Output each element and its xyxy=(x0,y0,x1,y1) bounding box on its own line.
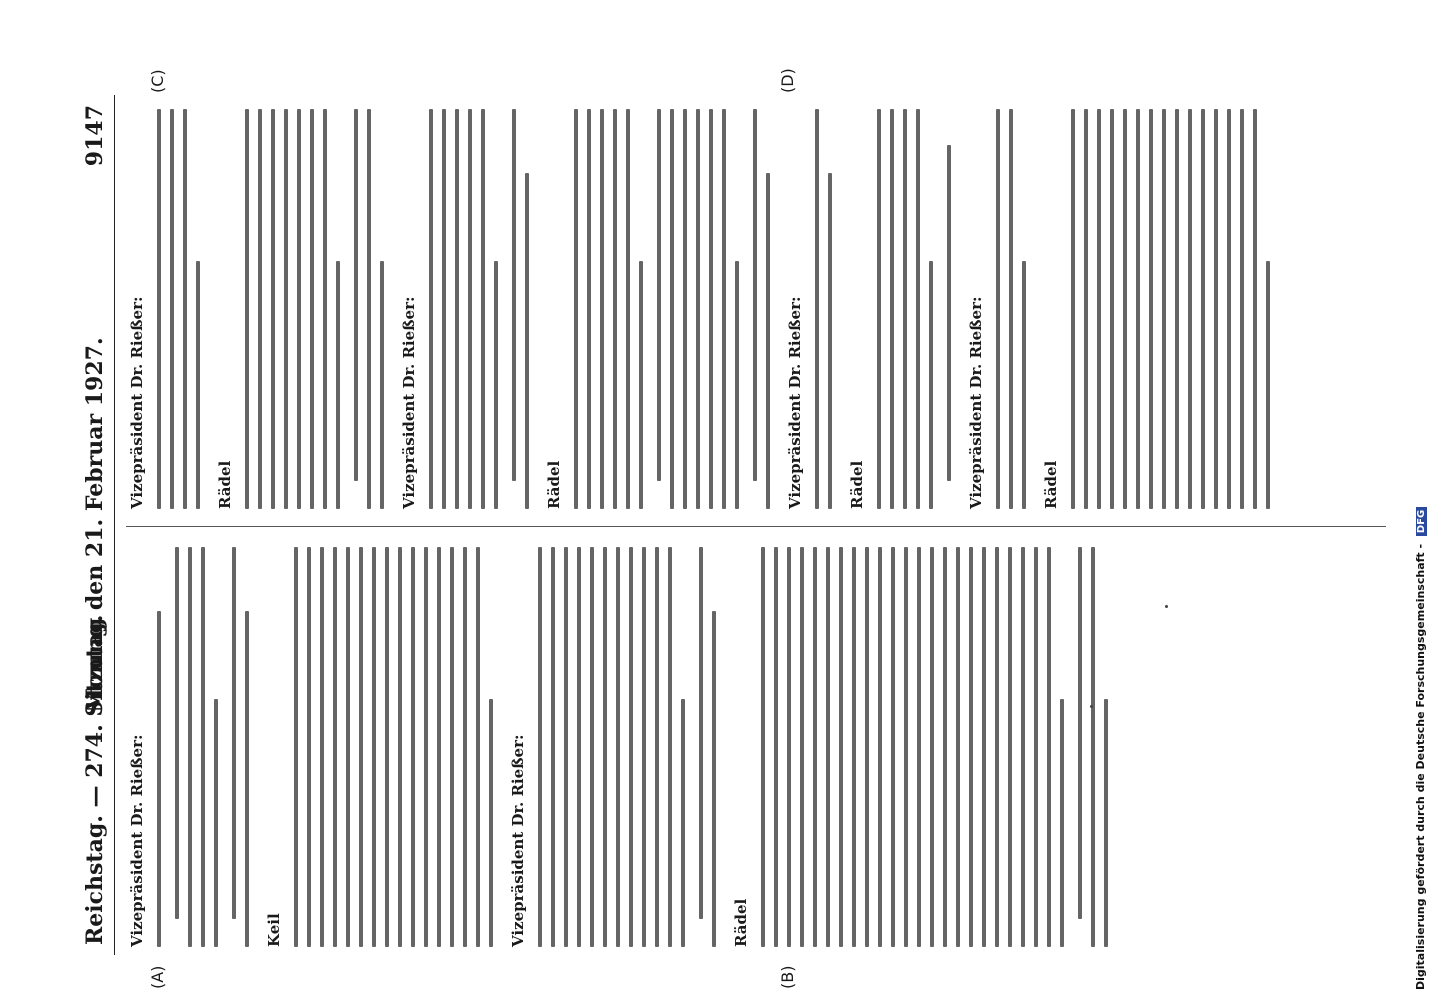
text-line xyxy=(450,547,454,947)
text-line xyxy=(828,173,832,509)
paragraph xyxy=(214,109,340,509)
text-line xyxy=(577,547,581,947)
text-line xyxy=(787,547,791,947)
paragraph xyxy=(657,109,739,509)
text-line xyxy=(442,109,446,509)
text-line xyxy=(201,547,205,947)
text-line xyxy=(826,547,830,947)
text-line xyxy=(157,611,161,947)
text-line xyxy=(616,547,620,947)
text-line xyxy=(372,547,376,947)
text-line xyxy=(852,547,856,947)
text-line xyxy=(1227,109,1231,509)
text-line xyxy=(1008,547,1012,947)
text-line xyxy=(385,547,389,947)
text-line xyxy=(1123,109,1127,509)
text-line xyxy=(1104,699,1108,947)
text-line xyxy=(196,261,200,509)
text-line xyxy=(1078,547,1082,919)
text-line xyxy=(681,699,685,947)
text-line xyxy=(696,109,700,509)
text-line xyxy=(813,547,817,947)
text-line xyxy=(424,547,428,947)
text-line xyxy=(699,547,703,919)
text-column-right xyxy=(126,109,1284,509)
text-line xyxy=(214,699,218,947)
paragraph xyxy=(507,547,685,947)
text-line xyxy=(639,261,643,509)
scan-speck xyxy=(1165,605,1168,608)
text-line xyxy=(564,547,568,947)
speaker-name: Rädel xyxy=(545,460,563,509)
text-line xyxy=(476,547,480,947)
text-line xyxy=(183,109,187,509)
text-line xyxy=(766,173,770,509)
text-line xyxy=(1097,109,1101,509)
text-line xyxy=(346,547,350,947)
text-line xyxy=(1022,261,1026,509)
speaker-name: Vizepräsident Dr. Rießer: xyxy=(128,734,146,947)
text-line xyxy=(587,109,591,509)
speaker-name: Vizepräsident Dr. Rießer: xyxy=(400,296,418,509)
text-line xyxy=(188,547,192,947)
margin-letter-a: (A) xyxy=(148,965,167,989)
text-line xyxy=(320,547,324,947)
text-line xyxy=(969,547,973,947)
paragraph xyxy=(398,109,498,509)
text-line xyxy=(603,547,607,947)
paragraph xyxy=(965,109,1026,509)
speaker-name: Rädel xyxy=(732,898,750,947)
text-line xyxy=(956,547,960,947)
text-line xyxy=(642,547,646,947)
text-line xyxy=(354,109,358,481)
paragraph xyxy=(699,547,716,947)
text-line xyxy=(538,547,542,947)
text-line xyxy=(839,547,843,947)
text-line xyxy=(982,547,986,947)
text-line xyxy=(626,109,630,509)
paragraph xyxy=(263,547,493,947)
text-line xyxy=(1071,109,1075,509)
text-line xyxy=(629,547,633,947)
text-line xyxy=(307,547,311,947)
text-line xyxy=(336,261,340,509)
dfg-logo: DFG xyxy=(1416,507,1427,536)
paragraph xyxy=(126,109,200,509)
text-line xyxy=(995,547,999,947)
text-line xyxy=(1188,109,1192,509)
text-line xyxy=(877,109,881,509)
text-line xyxy=(481,109,485,509)
text-line xyxy=(294,547,298,947)
text-line xyxy=(323,109,327,509)
text-line xyxy=(930,547,934,947)
speaker-name: Vizepräsident Dr. Rießer: xyxy=(786,296,804,509)
text-line xyxy=(865,547,869,947)
text-line xyxy=(1091,547,1095,947)
text-line xyxy=(380,261,384,509)
digitization-note xyxy=(1414,507,1427,990)
paragraph xyxy=(175,547,218,947)
paragraph xyxy=(784,109,832,509)
text-line xyxy=(1175,109,1179,509)
header-date: Montag den 21. Februar 1927. xyxy=(82,337,108,713)
text-line xyxy=(904,547,908,947)
text-line xyxy=(245,611,249,947)
page-number: 9147 xyxy=(82,105,108,167)
text-line xyxy=(359,547,363,947)
text-line xyxy=(800,547,804,947)
text-line xyxy=(1110,109,1114,509)
text-line xyxy=(890,109,894,509)
text-line xyxy=(891,547,895,947)
paragraph xyxy=(126,547,161,947)
margin-letter-b: (B) xyxy=(778,965,797,989)
text-line xyxy=(232,547,236,919)
text-line xyxy=(709,109,713,509)
speaker-name: Vizepräsident Dr. Rießer: xyxy=(509,734,527,947)
paragraph xyxy=(730,547,1064,947)
margin-letter-c: (C) xyxy=(148,69,167,93)
paragraph xyxy=(753,109,770,509)
text-line xyxy=(1084,109,1088,509)
text-line xyxy=(943,547,947,947)
text-line xyxy=(712,611,716,947)
text-line xyxy=(525,173,529,509)
text-line xyxy=(411,547,415,947)
text-line xyxy=(1034,547,1038,947)
text-line xyxy=(271,109,275,509)
paragraph xyxy=(232,547,249,947)
speaker-name: Rädel xyxy=(1042,460,1060,509)
paragraph xyxy=(512,109,529,509)
text-line xyxy=(574,109,578,509)
text-line xyxy=(512,109,516,481)
text-line xyxy=(1021,547,1025,947)
text-line xyxy=(929,261,933,509)
text-line xyxy=(437,547,441,947)
text-line xyxy=(722,109,726,509)
text-line xyxy=(551,547,555,947)
text-line xyxy=(175,547,179,919)
speaker-name: Rädel xyxy=(216,460,234,509)
text-line xyxy=(815,109,819,509)
text-line xyxy=(1240,109,1244,509)
text-line xyxy=(878,547,882,947)
paragraph xyxy=(1040,109,1270,509)
text-line xyxy=(655,547,659,947)
text-column-left xyxy=(126,547,1122,947)
speaker-name: Rädel xyxy=(848,460,866,509)
text-line xyxy=(1162,109,1166,509)
scan-speck xyxy=(1090,705,1093,708)
text-line xyxy=(429,109,433,509)
paragraph xyxy=(1078,547,1108,947)
text-line xyxy=(284,109,288,509)
speaker-name: Keil xyxy=(265,913,283,947)
text-line xyxy=(916,109,920,509)
text-line xyxy=(683,109,687,509)
speaker-name: Vizepräsident Dr. Rießer: xyxy=(128,296,146,509)
text-line xyxy=(297,109,301,509)
text-line xyxy=(670,109,674,509)
text-line xyxy=(947,145,951,481)
text-line xyxy=(1060,699,1064,947)
text-line xyxy=(1149,109,1153,509)
paragraph xyxy=(543,109,643,509)
paragraph xyxy=(354,109,384,509)
text-line xyxy=(668,547,672,947)
text-line xyxy=(398,547,402,947)
text-line xyxy=(1266,261,1270,509)
text-line xyxy=(753,109,757,481)
text-line xyxy=(170,109,174,509)
text-line xyxy=(245,109,249,509)
paragraph xyxy=(947,109,951,509)
text-line xyxy=(917,547,921,947)
text-line xyxy=(333,547,337,947)
text-line xyxy=(258,109,262,509)
paragraph xyxy=(846,109,933,509)
margin-letter-d: (D) xyxy=(778,68,797,93)
header-session: Reichstag. — 274. Sitzung. xyxy=(82,614,108,945)
text-line xyxy=(600,109,604,509)
text-line xyxy=(903,109,907,509)
digitization-note-text: Digitalisierung gefördert durch die Deutsche Forschungsgemeinschaft - xyxy=(1414,543,1427,990)
column-divider xyxy=(126,526,1386,527)
text-line xyxy=(1253,109,1257,509)
text-line xyxy=(1214,109,1218,509)
text-line xyxy=(1201,109,1205,509)
running-head xyxy=(78,95,115,955)
text-line xyxy=(463,547,467,947)
text-line xyxy=(657,109,661,481)
text-line xyxy=(735,261,739,509)
text-line xyxy=(455,109,459,509)
text-line xyxy=(996,109,1000,509)
text-line xyxy=(761,547,765,947)
text-line xyxy=(1136,109,1140,509)
text-line xyxy=(613,109,617,509)
text-line xyxy=(468,109,472,509)
page xyxy=(78,68,1398,989)
text-line xyxy=(1047,547,1051,947)
text-line xyxy=(1009,109,1013,509)
text-line xyxy=(489,699,493,947)
speaker-name: Vizepräsident Dr. Rießer: xyxy=(967,296,985,509)
text-line xyxy=(774,547,778,947)
text-line xyxy=(494,261,498,509)
text-line xyxy=(310,109,314,509)
text-line xyxy=(590,547,594,947)
text-line xyxy=(367,109,371,509)
text-line xyxy=(157,109,161,509)
